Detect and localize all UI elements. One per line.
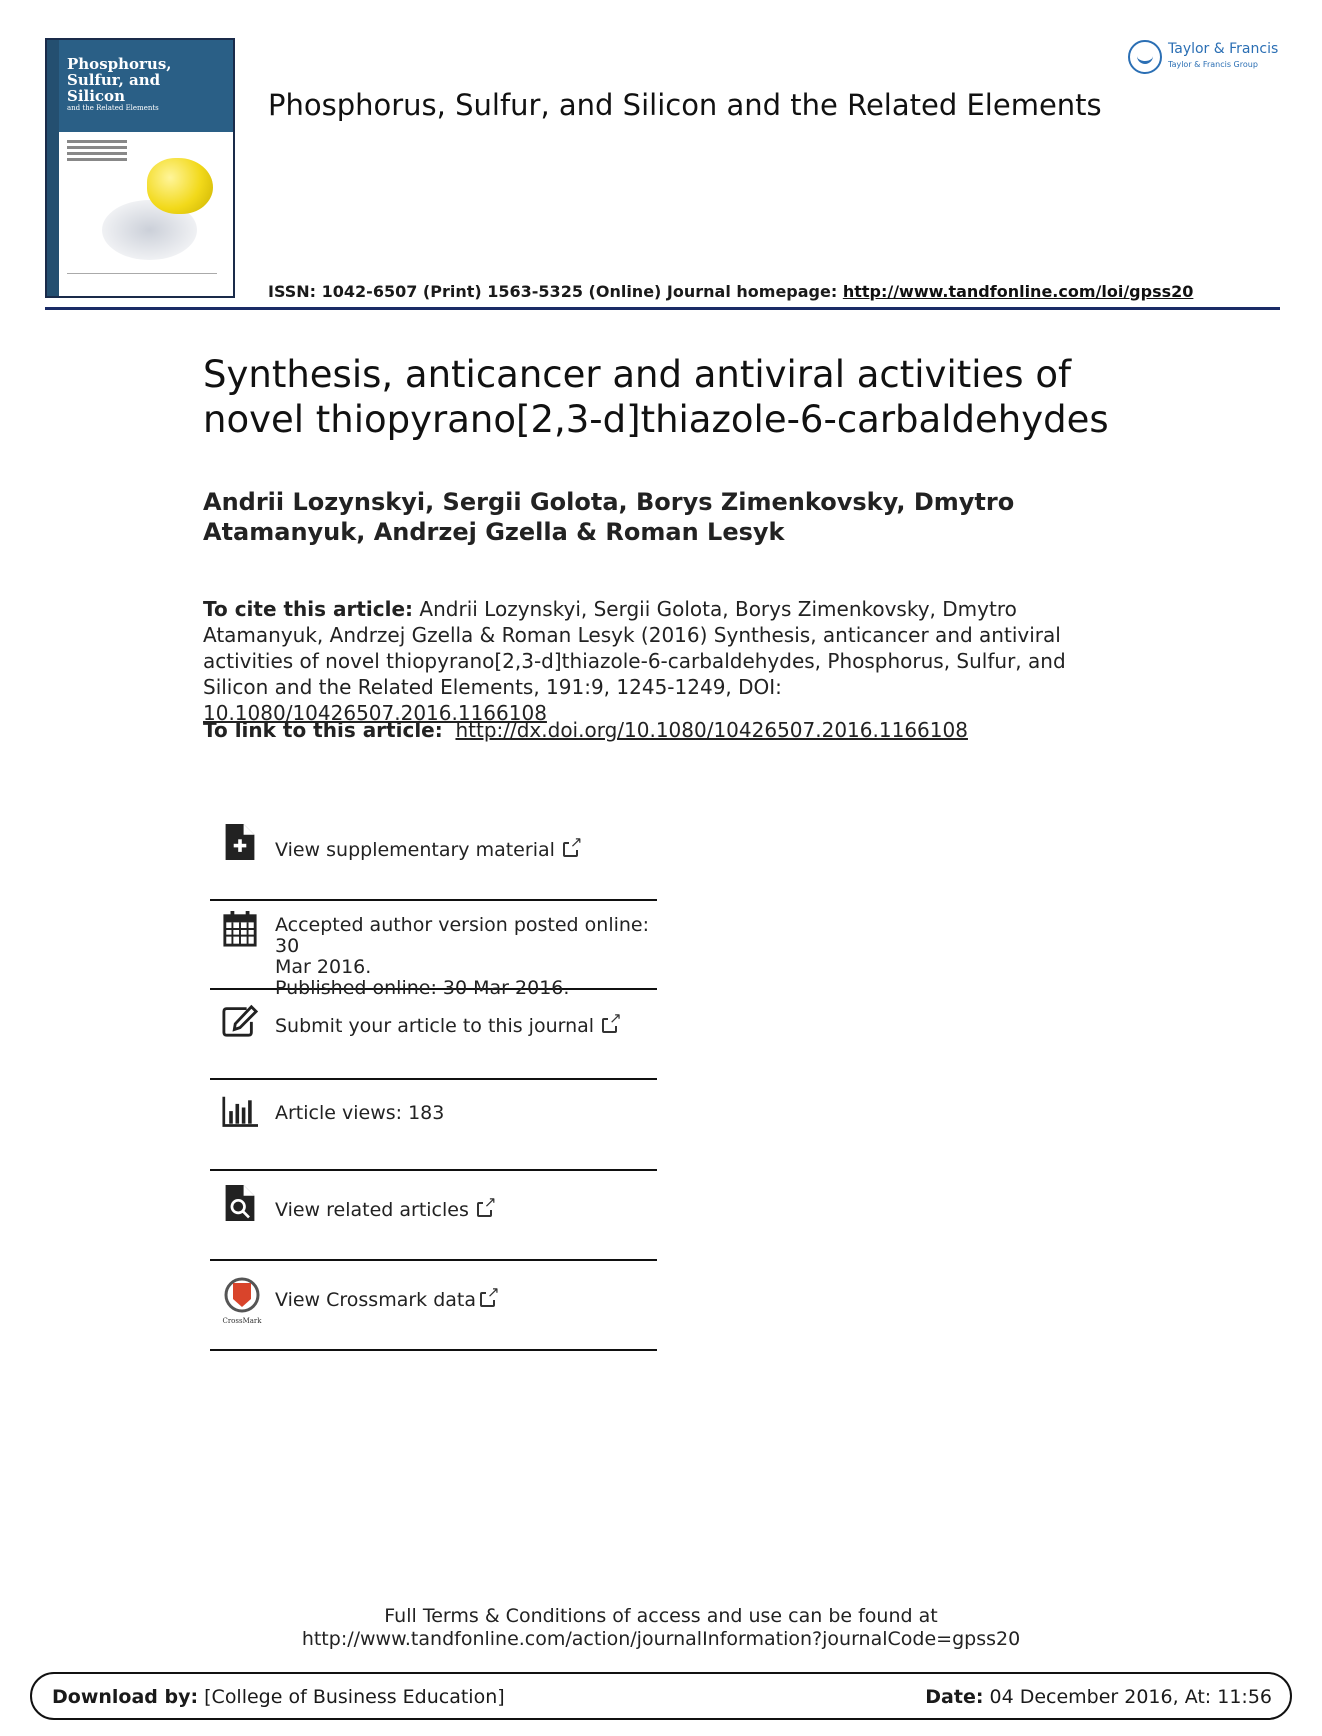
edit-icon (222, 1002, 258, 1038)
sulfur-crystal-image (147, 158, 213, 214)
publisher-name: Taylor & Francis (1168, 41, 1279, 57)
cover-footer (67, 273, 217, 288)
supplementary-row[interactable] (210, 812, 657, 901)
journal-cover-image (45, 38, 235, 298)
supplementary-label: View supplementary material (275, 839, 555, 861)
article-views-row (210, 1080, 657, 1171)
cover-text-lines (67, 140, 127, 164)
crossmark-logo-text: CrossMark (222, 1317, 262, 1325)
published-date: Published online: 30 Mar 2016. (275, 977, 570, 999)
download-date: Date: 04 December 2016, At: 11:56 (925, 1686, 1272, 1708)
article-views-label: Article views: 183 (275, 1102, 445, 1124)
crossmark-row[interactable] (210, 1261, 657, 1351)
related-articles-label: View related articles (275, 1199, 469, 1221)
external-link-icon (477, 1202, 492, 1217)
cite-label: To cite this article: (203, 597, 414, 621)
link-label: To link to this article: (203, 718, 443, 742)
header-divider (45, 307, 1280, 310)
article-title: Synthesis, anticancer and antiviral activities of novel thiopyrano[2,3-d]thiazole-6-carbaldehydes (203, 353, 1109, 441)
citation-block (203, 596, 1103, 726)
article-authors: Andrii Lozynskyi, Sergii Golota, Borys Zimenkovsky, Dmytro Atamanyuk, Andrzej Gzella & Roman Lesyk (203, 488, 1015, 546)
crossmark-label: View Crossmark data (275, 1289, 477, 1311)
publisher-group: Taylor & Francis Group (1168, 60, 1258, 69)
journal-title: Phosphorus, Sulfur, and Silicon and the Related Elements (268, 88, 1102, 122)
download-by: Download by: [College of Business Education] (52, 1686, 505, 1708)
publication-dates-row (210, 901, 657, 999)
external-link-icon (602, 1018, 617, 1033)
article-doi-url[interactable]: http://dx.doi.org/10.1080/10426507.2016.1166108 (455, 718, 968, 742)
download-info-bar (30, 1672, 1292, 1720)
crossmark-icon (222, 1277, 262, 1325)
external-link-icon (480, 1292, 495, 1307)
bar-chart-icon (222, 1094, 258, 1130)
accepted-date-line1: Accepted author version posted online: 30 (275, 914, 650, 957)
calendar-icon (222, 911, 258, 947)
submit-article-label: Submit your article to this journal (275, 1015, 595, 1037)
terms-url[interactable]: http://www.tandfonline.com/action/journalInformation?journalCode=gpss20 (301, 1628, 1021, 1650)
cite-text: Andrii Lozynskyi, Sergii Golota, Borys Zimenkovsky, Dmytro Atamanyuk, Andrzej Gzella & Roman Lesyk (2016) Synthesis, anticancer and antiviral activities of novel thiopyrano[2,3-d]thiazole-6-carbaldehydes, Phosphorus, Sulfur, and Silicon and the Related Elements, 191:9, 1245-1249, DOI: (203, 597, 1066, 699)
article-link-line (203, 717, 1103, 743)
external-link-icon (563, 842, 578, 857)
document-search-icon (222, 1185, 258, 1221)
accepted-date-line2: Mar 2016. (275, 956, 372, 978)
cover-spine (47, 40, 59, 296)
issn-line: ISSN: 1042-6507 (Print) 1563-5325 (Online) Journal homepage: http://www.tandfonline.com/loi/gpss20 (268, 282, 1194, 301)
doi-link[interactable]: 10.1080/10426507.2016.1166108 (203, 701, 547, 725)
publisher-logo[interactable] (1128, 38, 1288, 78)
article-info-list (210, 812, 657, 1351)
submit-article-row[interactable] (210, 990, 657, 1080)
document-plus-icon (222, 824, 258, 860)
journal-homepage-link[interactable]: http://www.tandfonline.com/loi/gpss20 (842, 282, 1194, 301)
terms-conditions: Full Terms & Conditions of access and use can be found at http://www.tandfonline.com/action/journalInformation?journalCode=gpss20 (0, 1605, 1322, 1651)
taylor-francis-lamp-icon (1128, 40, 1162, 74)
related-articles-row[interactable] (210, 1171, 657, 1261)
cover-title: Phosphorus, Sulfur, and Silicon and the Related Elements (67, 55, 172, 112)
